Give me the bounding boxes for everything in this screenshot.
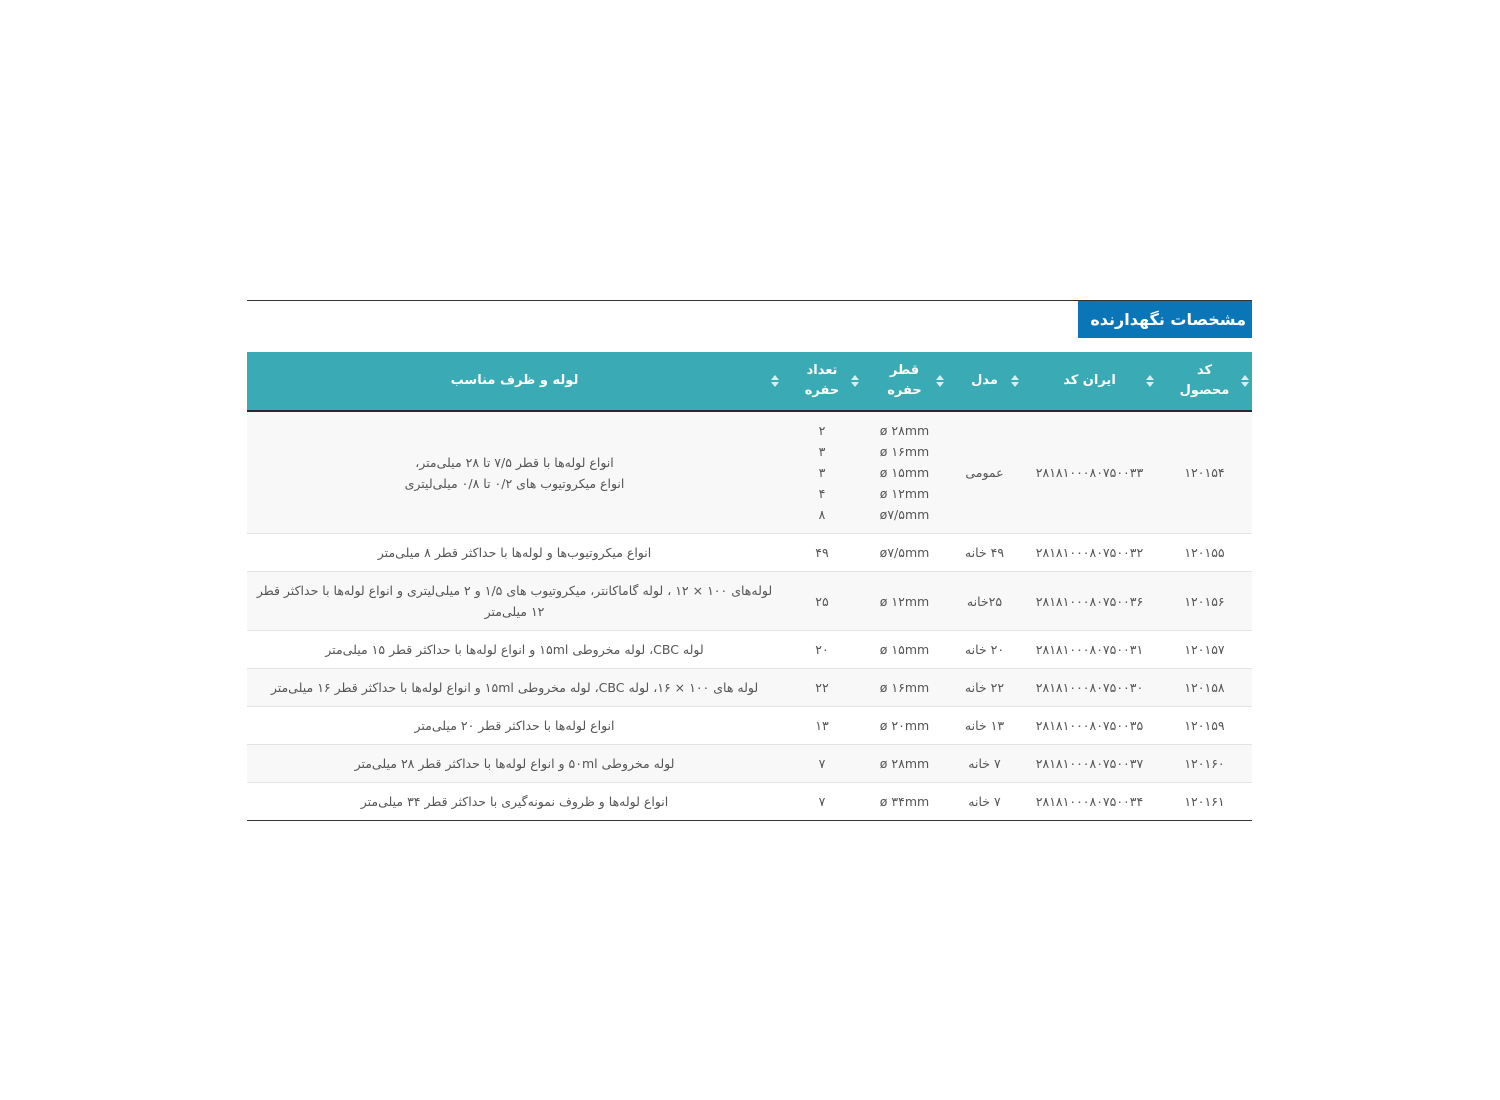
cell-line: ۴ [818,486,826,501]
cell-hole-diameter [862,631,947,669]
cell-iran-code: ۲۸۱۸۱۰۰۰۸۰۷۵۰۰۳۲ [1022,534,1157,572]
cell-line: لوله های ۱۰۰ × ۱۶، لوله CBC، لوله مخروطی ۱۵ml و انواع لوله‌ها با حداکثر قطر ۱۶ میلی‌متر [270,680,759,695]
table-header [247,352,1252,411]
header-label: مدل [971,373,998,388]
cell-line: انواع لوله‌ها با قطر ۷/۵ تا ۲۸ میلی‌متر، [415,454,614,470]
cell-hole-diameter [862,745,947,783]
cell-line: انواع لوله‌ها با حداکثر قطر ۲۰ میلی‌متر [414,718,615,733]
cell-model: ۷ خانه [947,783,1022,821]
cell-line: ø ۱۶mm [879,680,930,695]
sort-icon[interactable] [771,374,779,388]
cell-model: ۲۵خانه [947,572,1022,631]
cell-line: ø ۱۵mm [879,642,930,657]
cell-line: ۳ [818,465,826,480]
cell-suitable-tube [247,411,782,534]
header-label: محصول [1179,383,1230,398]
cell-product-code: ۱۲۰۱۵۸ [1157,669,1252,707]
cell-line: ۷ [818,756,826,771]
specs-table-wrapper [247,352,1252,821]
table-row [247,783,1252,821]
section-title: مشخصات نگهدارنده [1078,301,1252,338]
table-row [247,572,1252,631]
header-model[interactable] [947,352,1022,411]
cell-hole-count [782,411,862,534]
sort-icon[interactable] [1011,374,1019,388]
cell-line: لوله CBC، لوله مخروطی ۱۵ml و انواع لوله‌ها با حداکثر قطر ۱۵ میلی‌متر [325,642,704,657]
header-label: لوله و ظرف مناسب [450,373,579,388]
table-body [247,411,1252,821]
header-hole-diameter[interactable] [862,352,947,411]
header-label: حفره [887,383,922,398]
cell-product-code: ۱۲۰۱۵۷ [1157,631,1252,669]
header-label: حفره [804,383,840,398]
header-suitable-tube[interactable] [247,352,782,411]
cell-hole-count [782,745,862,783]
cell-model: ۲۰ خانه [947,631,1022,669]
cell-product-code: ۱۲۰۱۵۴ [1157,411,1252,534]
table-row [247,707,1252,745]
cell-line: ø۷/۵mm [879,545,930,560]
cell-product-code: ۱۲۰۱۵۹ [1157,707,1252,745]
cell-line: انواع میکروتیوب‌ها و لوله‌ها با حداکثر قطر ۸ میلی‌متر [377,545,652,560]
cell-hole-diameter [862,572,947,631]
cell-line: ۱۳ [815,718,829,733]
cell-line: ø ۱۵mm [879,465,930,480]
cell-hole-count [782,707,862,745]
cell-line: لوله‌های ۱۰۰ × ۱۲ ، لوله گاماکانتر، میکروتیوب های ۱/۵ و ۲ میلی‌لیتری و انواع لوله‌ها با حداکثر قطر ۱۲ میلی‌متر [256,583,773,619]
table-row [247,631,1252,669]
table-row [247,669,1252,707]
table-row [247,534,1252,572]
header-label: کد [1196,363,1213,378]
cell-line: ø ۳۴mm [879,794,930,809]
cell-suitable-tube [247,783,782,821]
cell-hole-diameter [862,411,947,534]
cell-model: عمومی [947,411,1022,534]
cell-suitable-tube [247,669,782,707]
cell-iran-code: ۲۸۱۸۱۰۰۰۸۰۷۵۰۰۳۱ [1022,631,1157,669]
sort-icon[interactable] [851,374,859,388]
cell-iran-code: ۲۸۱۸۱۰۰۰۸۰۷۵۰۰۳۵ [1022,707,1157,745]
header-label: قطر [889,363,920,378]
cell-product-code: ۱۲۰۱۶۰ [1157,745,1252,783]
sort-icon[interactable] [1241,374,1249,388]
cell-line: ø ۱۲mm [879,486,930,501]
cell-line: انواع لوله‌ها و ظروف نمونه‌گیری با حداکثر قطر ۳۴ میلی‌متر [360,794,669,809]
cell-suitable-tube [247,572,782,631]
header-product-code[interactable] [1157,352,1252,411]
sort-icon[interactable] [936,374,944,388]
cell-product-code: ۱۲۰۱۵۶ [1157,572,1252,631]
cell-suitable-tube [247,745,782,783]
header-label: تعداد [806,363,838,378]
cell-iran-code: ۲۸۱۸۱۰۰۰۸۰۷۵۰۰۳۶ [1022,572,1157,631]
cell-iran-code: ۲۸۱۸۱۰۰۰۸۰۷۵۰۰۳۷ [1022,745,1157,783]
cell-suitable-tube [247,707,782,745]
cell-line: ۳ [818,444,826,459]
cell-line: ۷ [818,794,826,809]
cell-line: ø ۱۲mm [879,593,930,609]
cell-product-code: ۱۲۰۱۵۵ [1157,534,1252,572]
sort-icon[interactable] [1146,374,1154,388]
cell-hole-count [782,669,862,707]
cell-line: ø۷/۵mm [879,507,930,522]
cell-iran-code: ۲۸۱۸۱۰۰۰۸۰۷۵۰۰۳۰ [1022,669,1157,707]
cell-iran-code: ۲۸۱۸۱۰۰۰۸۰۷۵۰۰۳۴ [1022,783,1157,821]
header-iran-code[interactable] [1022,352,1157,411]
cell-hole-count [782,783,862,821]
cell-line: ۲۰ [815,642,829,657]
cell-hole-count [782,572,862,631]
cell-line: ۲۵ [815,593,829,609]
cell-hole-diameter [862,534,947,572]
cell-line: ۴۹ [815,545,829,560]
cell-suitable-tube [247,534,782,572]
header-hole-count[interactable] [782,352,862,411]
cell-line: لوله مخروطی ۵۰ml و انواع لوله‌ها با حداکثر قطر ۲۸ میلی‌متر [354,756,675,771]
cell-product-code: ۱۲۰۱۶۱ [1157,783,1252,821]
cell-model: ۱۳ خانه [947,707,1022,745]
cell-line: ø ۲۸mm [879,756,930,771]
cell-model: ۴۹ خانه [947,534,1022,572]
cell-line: انواع میکروتیوب های ۰/۲ تا ۰/۸ میلی‌لیتری [404,475,625,491]
cell-model: ۲۲ خانه [947,669,1022,707]
section-title-bar [247,300,1252,341]
cell-model: ۷ خانه [947,745,1022,783]
header-label: ایران کد [1063,373,1116,388]
cell-line: ۲۲ [815,680,829,695]
cell-hole-diameter [862,783,947,821]
cell-suitable-tube [247,631,782,669]
cell-hole-count [782,534,862,572]
cell-hole-count [782,631,862,669]
cell-line: ۲ [818,423,826,438]
cell-line: ø ۱۶mm [879,444,930,459]
header-row [247,352,1252,411]
cell-line: ø ۲۰mm [879,718,930,733]
cell-hole-diameter [862,669,947,707]
specs-table [247,352,1252,821]
holder-specs-section [247,300,1252,821]
table-row [247,411,1252,534]
cell-line: ۸ [818,507,826,522]
cell-iran-code: ۲۸۱۸۱۰۰۰۸۰۷۵۰۰۳۳ [1022,411,1157,534]
cell-line: ø ۲۸mm [879,423,930,438]
table-row [247,745,1252,783]
cell-hole-diameter [862,707,947,745]
